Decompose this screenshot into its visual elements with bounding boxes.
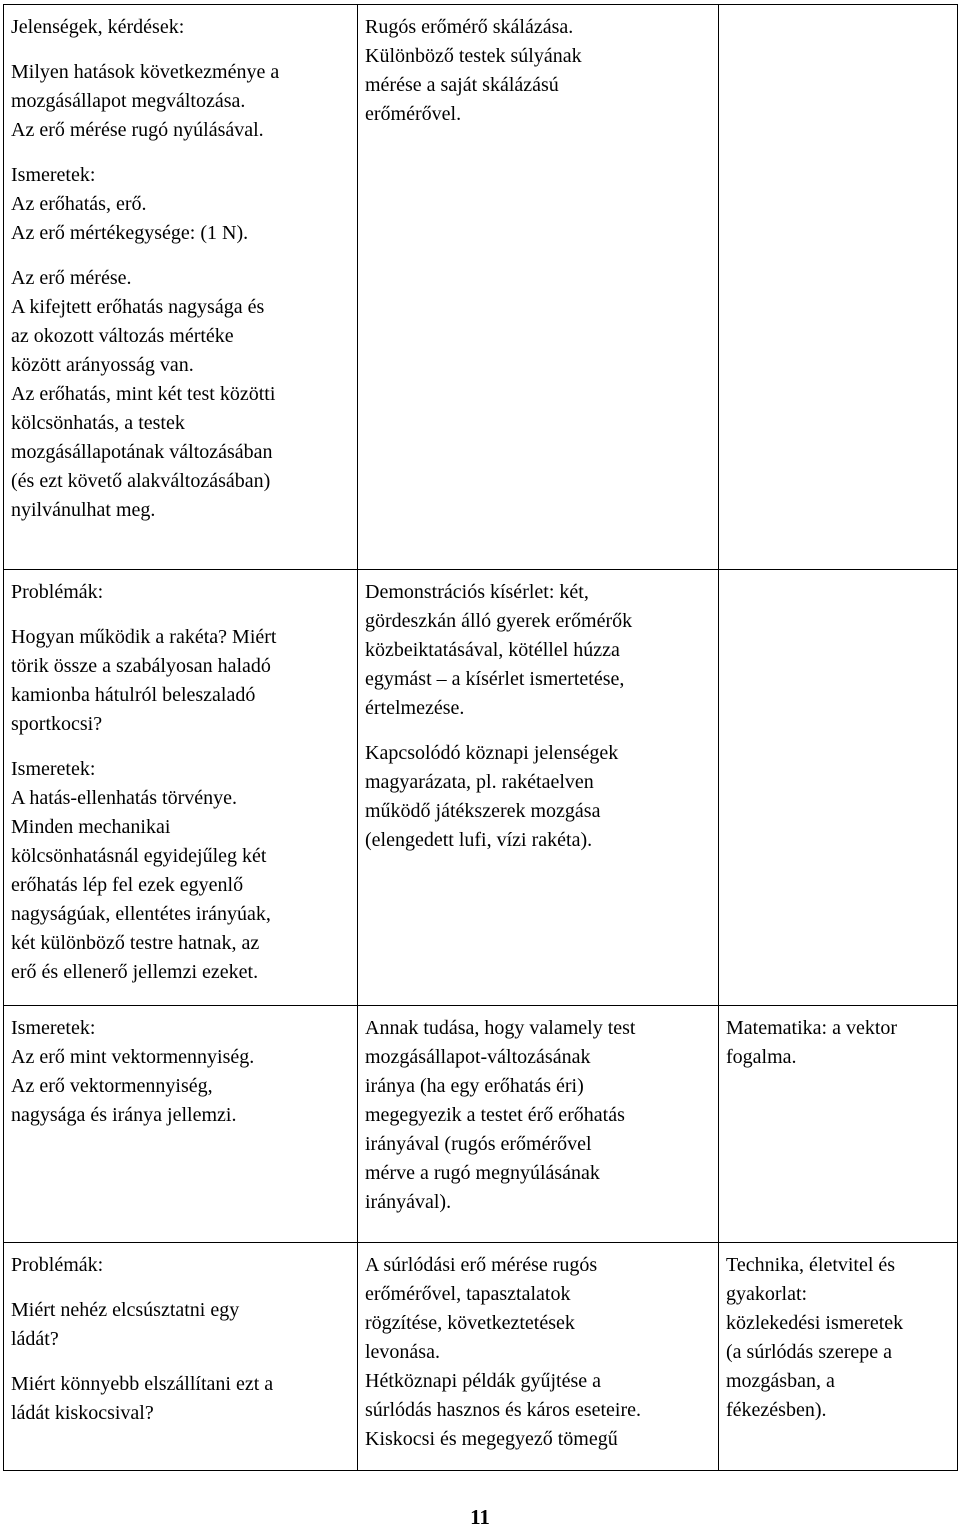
text-line: Az erő mértékegysége: (1 N). [11,222,249,244]
table-cell [4,570,358,1006]
text-line: Ismeretek: [11,1017,96,1039]
text-line: irányával). [365,1191,452,1213]
text-line: Minden mechanikai [11,816,171,838]
paragraph [365,1251,712,1454]
paragraph [726,1014,951,1072]
text-line: megegyezik a testet érő erőhatás [365,1104,625,1126]
text-line: gördeszkán álló gyerek erőmérők [365,610,633,632]
text-line: (a súrlódás szerepe a [726,1341,893,1363]
curriculum-table [3,4,958,1471]
text-line: közbeiktatásával, kötéllel húzza [365,639,620,661]
text-line: Kiskocsi és megegyező tömegű [365,1428,618,1450]
text-line: mozgásállapot-változásának [365,1046,591,1068]
text-line: két különböző testre hatnak, az [11,932,260,954]
text-line: erőmérővel. [365,103,462,125]
text-line: törik össze a szabályosan haladó [11,655,271,677]
text-line: A hatás-ellenhatás törvénye. [11,787,238,809]
paragraph [365,1014,712,1217]
paragraph [11,755,351,987]
paragraph [11,161,351,248]
paragraph [11,13,351,42]
table-cell [719,1243,958,1471]
page-number: 11 [470,1505,490,1529]
text-line: irányával (rugós erőmérővel [365,1133,592,1155]
paragraph [365,13,712,129]
text-line: Demonstrációs kísérlet: két, [365,581,589,603]
text-line: mérve a rugó megnyúlásának [365,1162,600,1184]
text-line: iránya (ha egy erőhatás éri) [365,1075,584,1097]
paragraph [11,1014,351,1130]
table-row [4,570,958,1006]
paragraph [726,1251,951,1425]
table-cell [358,5,719,570]
text-line: A kifejtett erőhatás nagysága és [11,296,265,318]
text-line: Az erő vektormennyiség, [11,1075,213,1097]
text-line: Az erőhatás, mint két test közötti [11,383,276,405]
text-line: Ismeretek: [11,758,96,780]
text-line: magyarázata, pl. rakétaelven [365,771,594,793]
text-line: működő játékszerek mozgása [365,800,601,822]
text-line: nagysága és iránya jellemzi. [11,1104,237,1126]
table-cell [719,570,958,1006]
text-line: fékezésben). [726,1399,827,1421]
text-line: sportkocsi? [11,713,103,735]
paragraph [11,623,351,739]
table-cell [719,1006,958,1243]
table-row [4,5,958,570]
table-row [4,1243,958,1471]
table-cell [4,1243,358,1471]
text-line: Annak tudása, hogy valamely test [365,1017,636,1039]
text-line: Hétköznapi példák gyűjtése a [365,1370,602,1392]
table-row [4,1006,958,1243]
text-line: gyakorlat: [726,1283,808,1305]
text-line: mozgásban, a [726,1370,835,1392]
text-line: értelmezése. [365,697,465,719]
text-line: Matematika: a vektor [726,1017,898,1039]
text-line: (elengedett lufi, vízi rakéta). [365,829,593,851]
text-line: közlekedési ismeretek [726,1312,904,1334]
text-line: ládát kiskocsival? [11,1402,154,1424]
table-cell [4,5,358,570]
table-cell [4,1006,358,1243]
text-line: levonása. [365,1341,440,1363]
text-line: Problémák: [11,581,104,603]
paragraph [11,1370,351,1428]
paragraph [11,1251,351,1280]
text-line: Miért könnyebb elszállítani ezt a [11,1373,274,1395]
text-line: Hogyan működik a rakéta? Miért [11,626,277,648]
text-line: Rugós erőmérő skálázása. [365,16,574,38]
text-line: erőmérővel, tapasztalatok [365,1283,571,1305]
text-line: az okozott változás mértéke [11,325,234,347]
text-line: Miért nehéz elcsúsztatni egy [11,1299,240,1321]
text-line: erő és ellenerő jellemzi ezeket. [11,961,259,983]
text-line: Problémák: [11,1254,104,1276]
text-line: (és ezt követő alakváltozásában) [11,470,271,492]
text-line: nagyságúak, ellentétes irányúak, [11,903,271,925]
table-cell [358,1243,719,1471]
text-line: Ismeretek: [11,164,96,186]
text-line: egymást – a kísérlet ismertetése, [365,668,625,690]
text-line: Technika, életvitel és [726,1254,896,1276]
paragraph [11,578,351,607]
paragraph [11,1296,351,1354]
text-line: Kapcsolódó köznapi jelenségek [365,742,619,764]
text-line: fogalma. [726,1046,797,1068]
text-line: rögzítése, következtetések [365,1312,575,1334]
text-line: mozgásállapot megváltozása. [11,90,246,112]
table-cell [358,1006,719,1243]
text-line: között arányosság van. [11,354,194,376]
paragraph [365,739,712,855]
text-line: kamionba hátulról beleszaladó [11,684,256,706]
text-line: mérése a saját skálázású [365,74,559,96]
text-line: Milyen hatások következménye a [11,61,280,83]
paragraph [11,58,351,145]
text-line: kölcsönhatásnál egyidejűleg két [11,845,267,867]
text-line: ládát? [11,1328,59,1350]
table-cell [358,570,719,1006]
text-line: erőhatás lép fel ezek egyenlő [11,874,244,896]
text-line: súrlódás hasznos és káros eseteire. [365,1399,642,1421]
text-line: Jelenségek, kérdések: [11,16,185,38]
text-line: kölcsönhatás, a testek [11,412,185,434]
paragraph [11,264,351,525]
text-line: Különböző testek súlyának [365,45,582,67]
text-line: Az erő mint vektormennyiség. [11,1046,255,1068]
text-line: Az erő mérése rugó nyúlásával. [11,119,264,141]
text-line: A súrlódási erő mérése rugós [365,1254,598,1276]
text-line: mozgásállapotának változásában [11,441,273,463]
text-line: Az erőhatás, erő. [11,193,147,215]
paragraph [365,578,712,723]
text-line: Az erő mérése. [11,267,132,289]
text-line: nyilvánulhat meg. [11,499,156,521]
table-cell [719,5,958,570]
